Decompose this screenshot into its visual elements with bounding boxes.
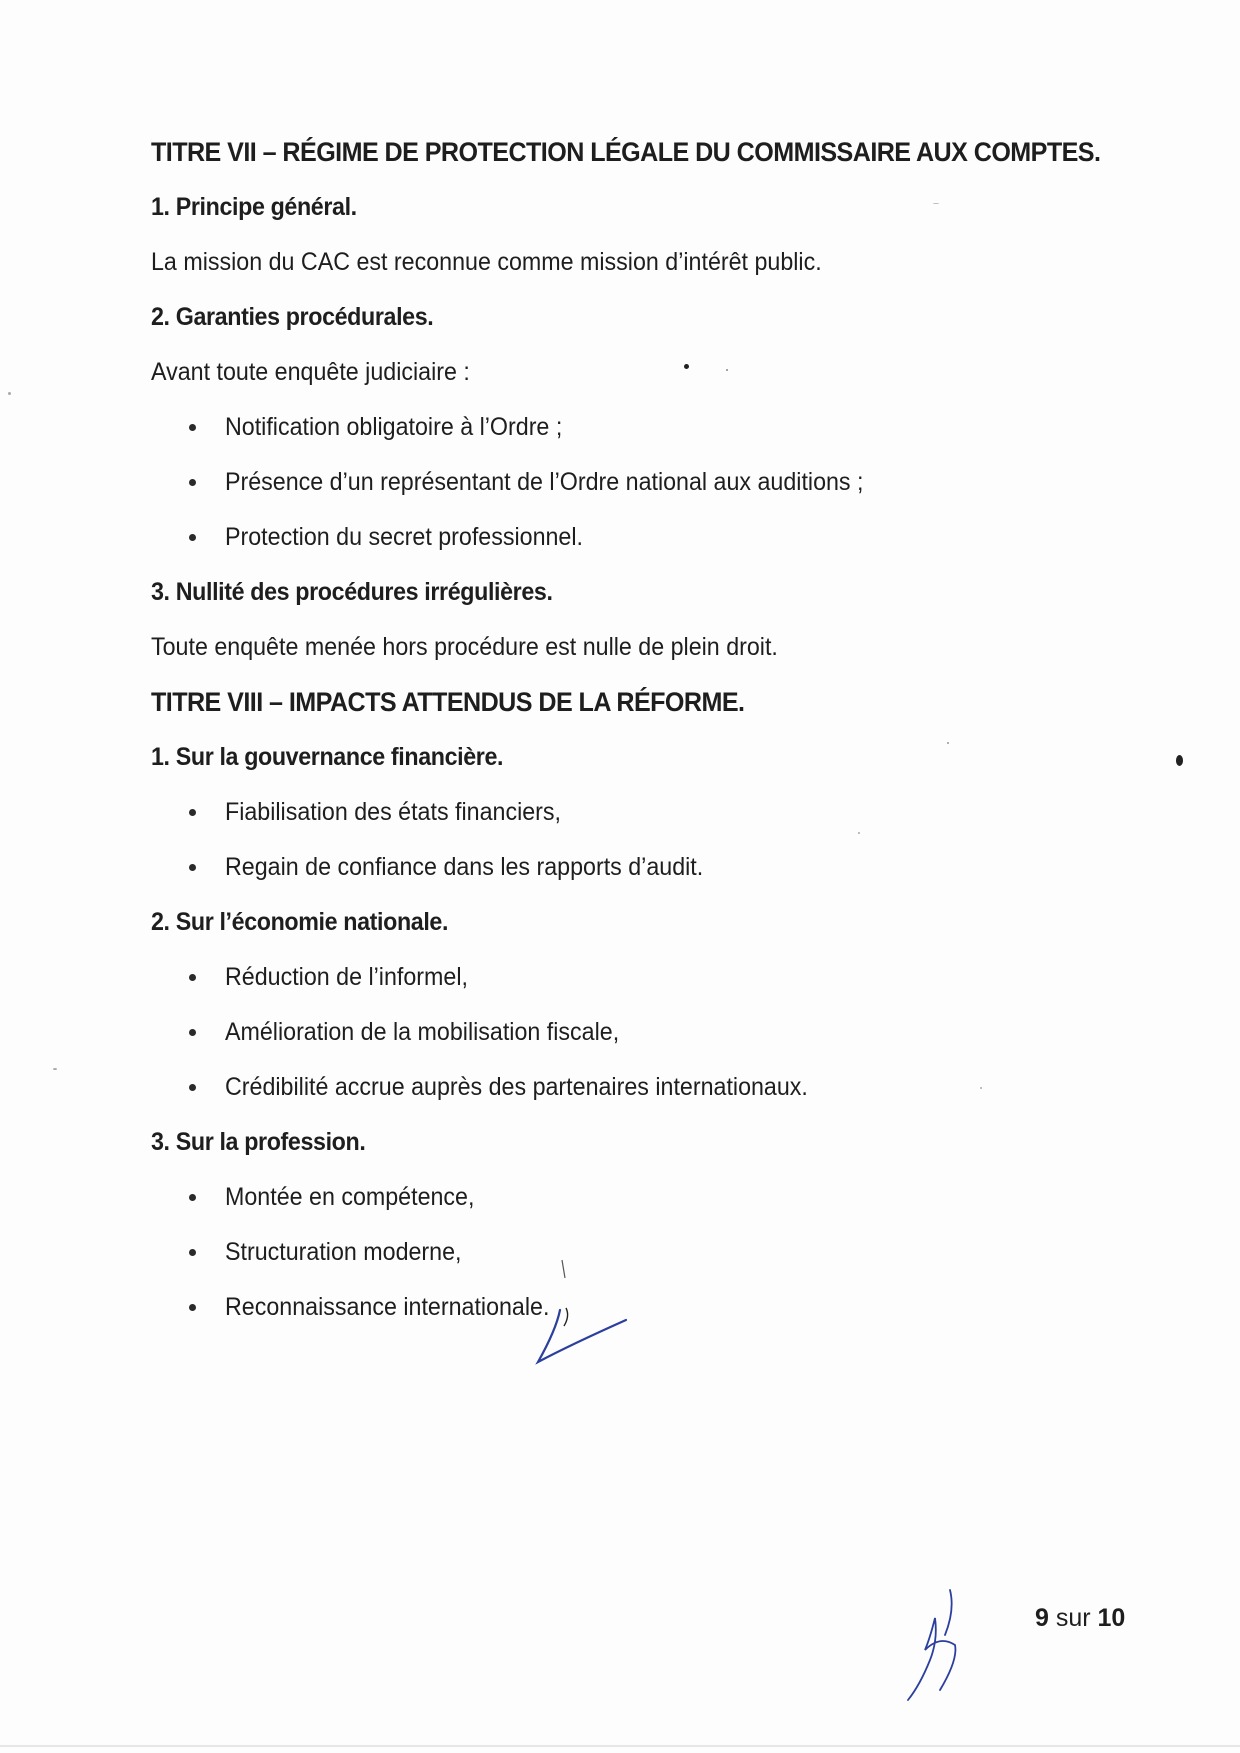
section-heading: 1. Sur la gouvernance financière.: [151, 743, 504, 771]
bullet-dot-icon: [189, 1304, 196, 1311]
list-item-text: Structuration moderne,: [225, 1238, 462, 1266]
scan-speck: [1176, 755, 1183, 766]
list-item: [151, 790, 1111, 845]
bullet-dot-icon: [189, 1194, 196, 1201]
paragraph: Avant toute enquête judiciaire :: [151, 358, 470, 386]
bullet-dot-icon: [189, 479, 196, 486]
list-item-text: Montée en compétence,: [225, 1183, 475, 1211]
section-heading: 3. Sur la profession.: [151, 1128, 366, 1156]
list-item-text: Amélioration de la mobilisation fiscale,: [225, 1018, 620, 1046]
bullet-list: [151, 955, 1111, 1120]
list-item-text: Présence d’un représentant de l’Ordre national aux auditions ;: [225, 468, 864, 496]
scan-speck: [8, 392, 11, 395]
page-current: 9: [1035, 1604, 1049, 1632]
section-heading: 3. Nullité des procédures irrégulières.: [151, 578, 553, 606]
handwritten-initials: [900, 1590, 990, 1710]
list-item: [151, 955, 1111, 1010]
paragraph: Toute enquête menée hors procédure est nulle de plein droit.: [151, 633, 778, 661]
list-item-text: Notification obligatoire à l’Ordre ;: [225, 413, 563, 441]
section-heading: 2. Sur l’économie nationale.: [151, 908, 449, 936]
list-item: [151, 1065, 1111, 1120]
bullet-list: [151, 790, 1111, 900]
list-item: [151, 845, 1111, 900]
bullet-dot-icon: [189, 809, 196, 816]
scan-speck: [933, 203, 939, 204]
list-item-text: Fiabilisation des états financiers,: [225, 798, 562, 826]
list-item: [151, 460, 1111, 515]
list-item-text: Protection du secret professionnel.: [225, 523, 583, 551]
bullet-dot-icon: [189, 864, 196, 871]
list-item: [151, 1175, 1111, 1230]
list-item: [151, 515, 1111, 570]
bullet-list: [151, 405, 1111, 570]
list-item-text: Regain de confiance dans les rapports d’audit.: [225, 853, 704, 881]
list-item-text: Réduction de l’informel,: [225, 963, 468, 991]
list-item-text: Reconnaissance internationale.: [225, 1293, 550, 1321]
bullet-dot-icon: [189, 1249, 196, 1256]
page-number: [1035, 1604, 1125, 1633]
list-item-text: Crédibilité accrue auprès des partenaires internationaux.: [225, 1073, 808, 1101]
list-item: [151, 405, 1111, 460]
bullet-list: [151, 1175, 1111, 1340]
bullet-dot-icon: [189, 534, 196, 541]
handwritten-check-mark: [530, 1260, 630, 1370]
title-heading: TITRE VII – RÉGIME DE PROTECTION LÉGALE DU COMMISSAIRE AUX COMPTES.: [151, 137, 1101, 167]
scan-speck: [53, 1068, 57, 1070]
section-heading: 1. Principe général.: [151, 193, 357, 221]
section-heading: 2. Garanties procédurales.: [151, 303, 434, 331]
bullet-dot-icon: [189, 424, 196, 431]
page-total: 10: [1097, 1604, 1126, 1632]
scan-edge: [0, 1745, 1240, 1747]
page-content: [151, 130, 1111, 1340]
scan-speck: [947, 742, 949, 744]
page-separator: sur: [1048, 1604, 1098, 1632]
paragraph: La mission du CAC est reconnue comme mission d’intérêt public.: [151, 248, 822, 276]
scan-speck: [980, 1087, 982, 1089]
bullet-dot-icon: [189, 974, 196, 981]
bullet-dot-icon: [189, 1029, 196, 1036]
title-heading: TITRE VIII – IMPACTS ATTENDUS DE LA RÉFORME.: [151, 687, 745, 717]
bullet-dot-icon: [189, 1084, 196, 1091]
scan-speck: [684, 364, 689, 369]
list-item: [151, 1010, 1111, 1065]
list-item: [151, 1230, 1111, 1285]
list-item: [151, 1285, 1111, 1340]
scan-speck: [726, 369, 728, 371]
scan-speck: [858, 832, 860, 834]
